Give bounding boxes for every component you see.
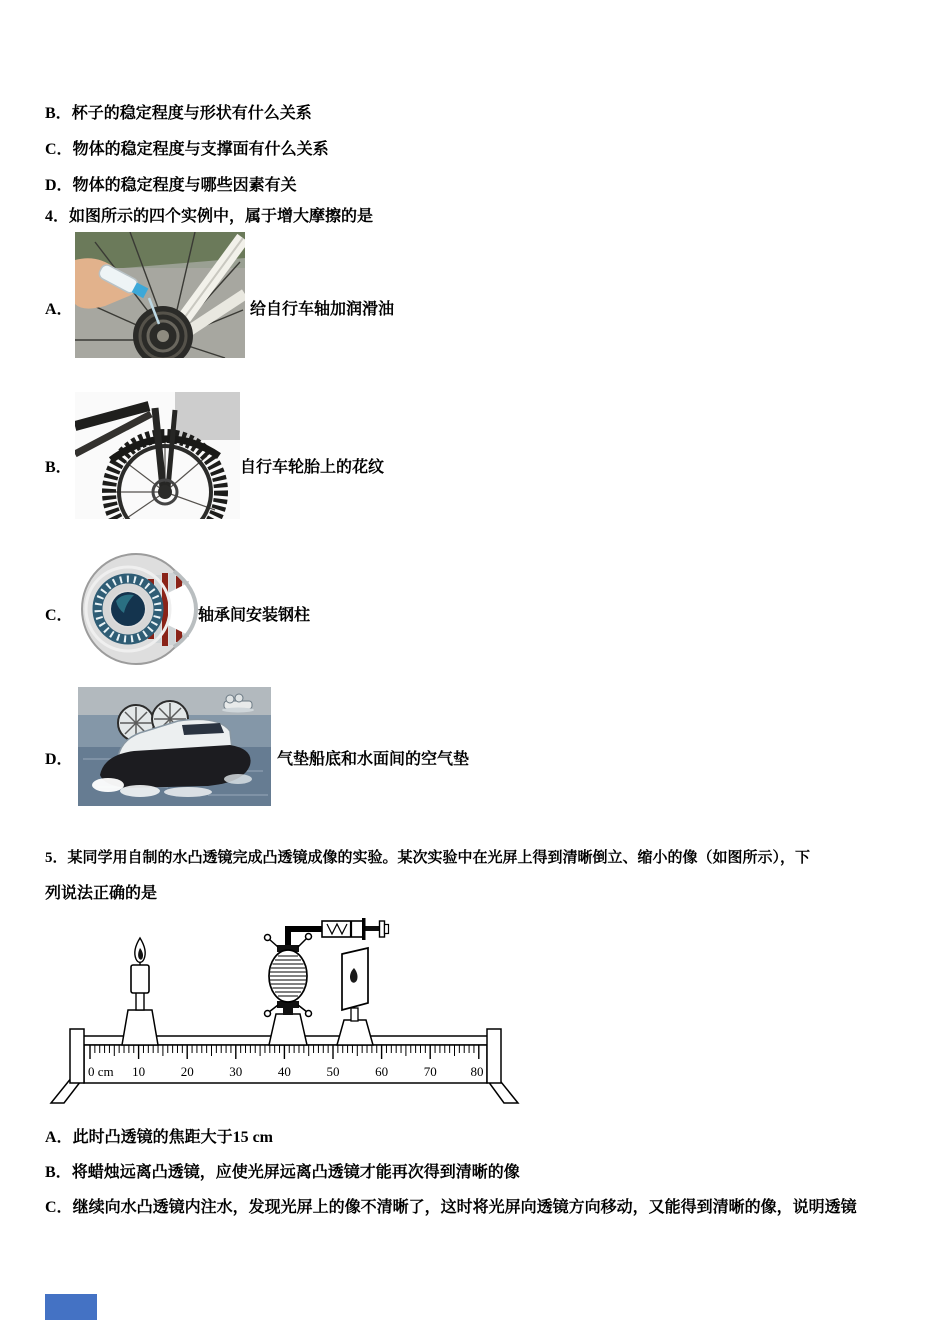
option-text: 继续向水凸透镜内注水，发现光屏上的像不清晰了，这时将光屏向透镜方向移动，又能得到清晰的像，说明透镜 [72,1199,857,1216]
bicycle-tire-tread-photo [75,392,240,519]
svg-text:60: 60 [375,1064,389,1079]
q5-stem-line1: 5．某同学用自制的水凸透镜完成凸透镜成像的实验。某次实验中在光屏上得到清晰倒立、缩小的像（如图所示），下 [45,850,811,866]
water-lens-figure [265,918,389,1045]
q3-option-c [45,140,329,160]
option-text: 物体的稳定程度与支撑面有什么关系 [72,141,329,158]
svg-text:10: 10 [132,1064,146,1079]
q4-option-b-caption: 自行车轮胎上的花纹 [240,459,385,476]
q5-stem-line2: 列说法正确的是 [45,885,158,902]
candle-figure [122,938,158,1045]
q4-option-b-label: B． [45,459,72,476]
option-text: 物体的稳定程度与哪些因素有关 [72,177,297,194]
q4-option-d-caption: 气垫船底和水面间的空气垫 [277,751,470,768]
q4-option-a-label: A． [45,301,73,318]
q4-option-a-caption: 给自行车轴加润滑油 [250,301,395,318]
bicycle-axle-oiling-photo [75,232,245,358]
svg-text:0 cm: 0 cm [88,1064,114,1079]
option-label: D． [45,177,73,194]
q4-stem: 4．如图所示的四个实例中，属于增大摩擦的是 [45,208,374,225]
svg-text:20: 20 [180,1064,194,1079]
option-label: B． [45,105,72,122]
q4-option-c-caption: 轴承间安装钢柱 [198,607,311,624]
svg-text:80: 80 [470,1064,484,1079]
q5-option-a [45,1128,273,1148]
option-label: B． [45,1164,72,1181]
svg-text:50: 50 [326,1064,340,1079]
q5-option-b [45,1163,520,1183]
q4-option-c-label: C． [45,607,73,624]
option-text: 此时凸透镜的焦距大于15 cm [72,1129,273,1146]
svg-text:40: 40 [277,1064,291,1079]
q5-option-c [45,1198,857,1218]
bench-left-cap [70,1029,84,1083]
svg-text:70: 70 [423,1064,437,1079]
screen-figure [337,948,373,1045]
ball-bearing-photo [78,551,200,668]
svg-text:30: 30 [229,1064,243,1079]
q3-option-b [45,104,312,124]
footer-accent-block [45,1294,97,1320]
option-text: 杯子的稳定程度与形状有什么关系 [71,105,312,122]
syringe-icon [322,918,389,940]
optical-bench-diagram [48,912,520,1104]
q3-option-d [45,176,297,196]
option-label: C． [45,1199,73,1216]
bench-right-cap [487,1029,501,1083]
option-text: 将蜡烛远离凸透镜，应使光屏远离凸透镜才能再次得到清晰的像 [71,1164,520,1181]
option-label: A． [45,1129,73,1146]
q4-option-d-label: D． [45,751,73,768]
option-label: C． [45,141,73,158]
hovercraft-photo [78,687,271,806]
